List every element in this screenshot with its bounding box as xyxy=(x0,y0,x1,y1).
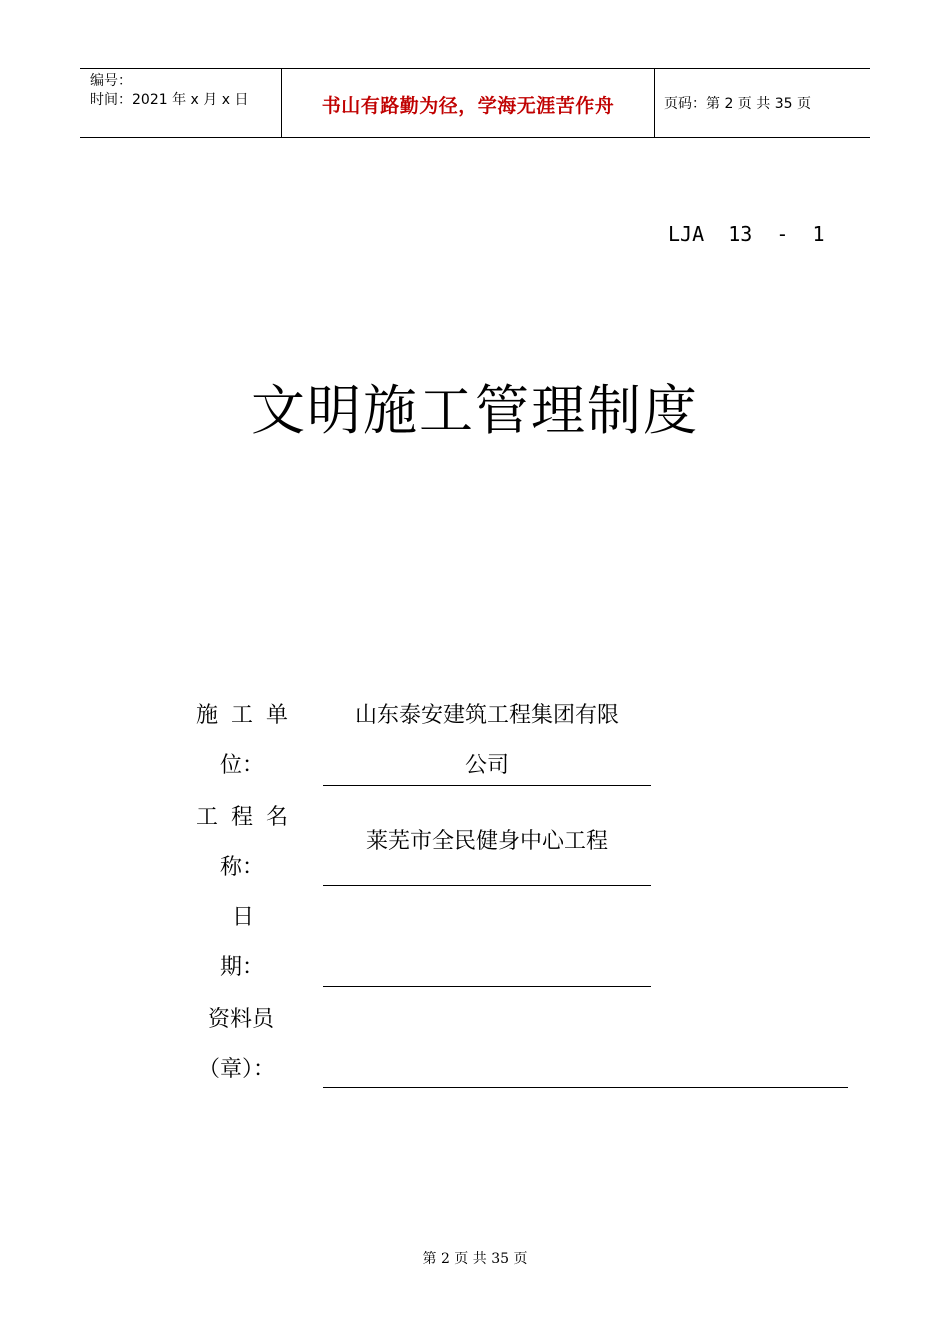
clerk-underline xyxy=(323,1087,848,1088)
unit-underline xyxy=(323,785,651,786)
project-label-line2: 称： xyxy=(220,855,265,880)
project-underline xyxy=(323,885,651,886)
date-underline xyxy=(323,986,651,987)
header-motto: 书山有路勤为径，学海无涯苦作舟 xyxy=(321,95,615,117)
project-value: 莱芜市全民健身中心工程 xyxy=(365,829,608,854)
clerk-label-line2: （章）： xyxy=(198,1057,276,1082)
header-bar xyxy=(80,68,870,138)
header-meta xyxy=(90,72,248,110)
date-label-line1: 日 xyxy=(232,905,255,930)
page-footer: 第 2 页 共 35 页 xyxy=(422,1251,528,1267)
clerk-label-line1: 资料员 xyxy=(208,1007,275,1032)
document-title: 文明施工管理制度 xyxy=(251,379,699,442)
unit-value-line2: 公司 xyxy=(464,753,509,778)
header-divider xyxy=(654,69,655,137)
header-page-info: 页码：第 2 页 共 35 页 xyxy=(664,96,811,112)
date-label-line2: 期： xyxy=(220,955,265,980)
project-label-line1: 工 程 名 xyxy=(196,805,291,830)
document-code: LJA 13 - 1 xyxy=(668,222,825,246)
unit-value-line1: 山东泰安建筑工程集团有限 xyxy=(354,703,619,728)
unit-label-line2: 位： xyxy=(220,753,265,778)
unit-label-line1: 施 工 单 xyxy=(196,703,291,728)
time-label: 时间：2021 年 x 月 x 日 xyxy=(90,92,249,108)
number-label: 编号： xyxy=(90,73,132,89)
